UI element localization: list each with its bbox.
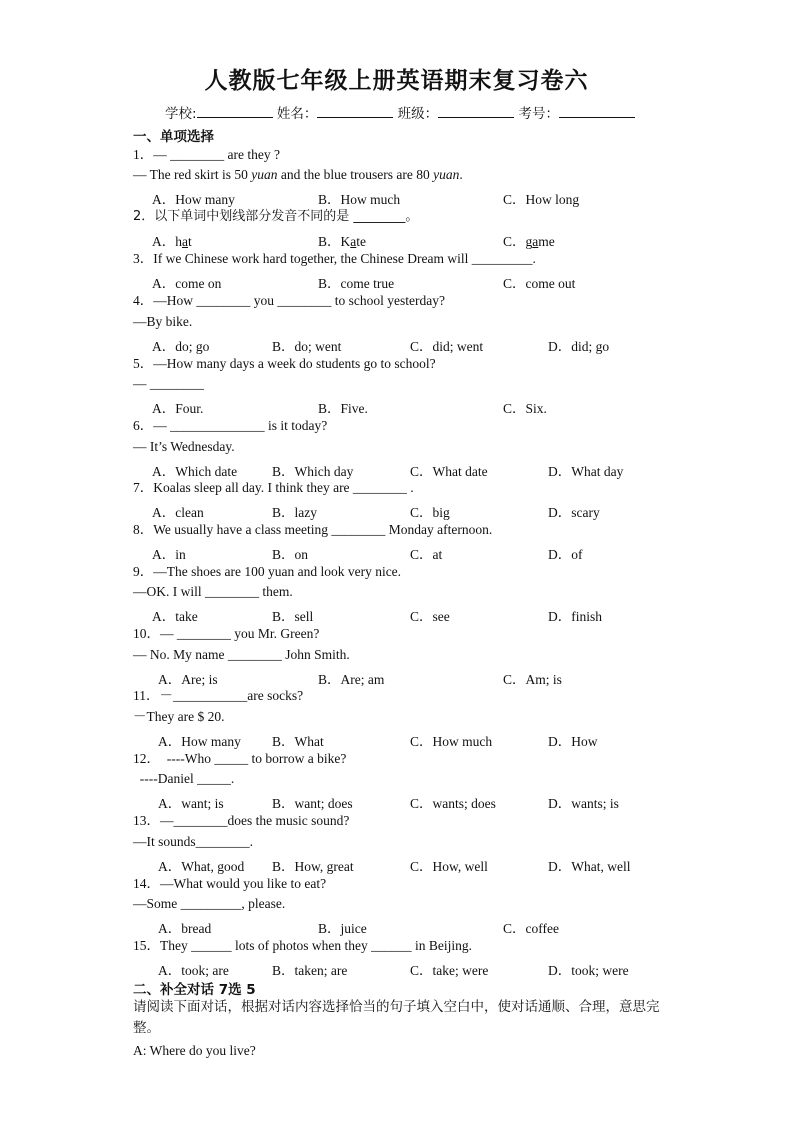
name-blank[interactable] (317, 104, 393, 118)
question-12-option-c[interactable]: C．wants; does (410, 796, 496, 811)
question-10-option-c[interactable]: C．Am; is (503, 672, 562, 687)
section-heading-2: 二、补全对话 7选 5 (133, 982, 256, 998)
question-11-stem: 11．－___________are socks? (133, 688, 304, 703)
question-2-stem: 2．以下单词中划线部分发音不同的是 ________。 (133, 209, 419, 224)
school-label: 学校: (165, 106, 197, 122)
number-label: 考号： (518, 106, 559, 122)
question-12-option-d[interactable]: D．wants; is (548, 796, 619, 811)
class-label: 班级： (397, 106, 439, 122)
question-3-option-b[interactable]: B．come true (318, 276, 395, 291)
question-5-stem: 5．—How many days a week do students go to school? (133, 356, 436, 371)
question-10-option-a[interactable]: A．Are; is (158, 672, 218, 687)
question-9-option-a[interactable]: A．take (152, 609, 198, 624)
question-15-option-b[interactable]: B．taken; are (272, 963, 348, 978)
question-3-option-a[interactable]: A．come on (152, 276, 222, 291)
question-7-stem: 7．Koalas sleep all day. I think they are ________ . (133, 480, 414, 495)
question-14-line2: —Some _________, please. (133, 896, 286, 911)
question-4-option-c[interactable]: C．did; went (410, 339, 484, 354)
question-10-option-b[interactable]: B．Are; am (318, 672, 385, 687)
question-9-stem: 9．—The shoes are 100 yuan and look very nice. (133, 564, 402, 579)
question-15-option-d[interactable]: D．took; were (548, 963, 629, 978)
question-6-option-c[interactable]: C．What date (410, 464, 488, 479)
question-8-stem: 8．We usually have a class meeting ________ Monday afternoon. (133, 522, 493, 537)
question-7-option-b[interactable]: B．lazy (272, 505, 317, 520)
question-10-line2: — No. My name ________ John Smith. (133, 647, 350, 662)
question-2-option-b[interactable]: B．Kate (318, 234, 367, 249)
question-15-option-a[interactable]: A．took; are (158, 963, 229, 978)
question-14-option-c[interactable]: C．coffee (503, 921, 559, 936)
question-6-option-b[interactable]: B．Which day (272, 464, 354, 479)
question-9-line2: —OK. I will ________ them. (133, 584, 293, 599)
dialog-line-1: A: Where do you live? (133, 1043, 256, 1058)
question-11-option-c[interactable]: C．How much (410, 734, 493, 749)
question-7-option-c[interactable]: C．big (410, 505, 450, 520)
question-1-stem: 1．— ________ are they ? (133, 147, 280, 162)
question-2-option-c[interactable]: C．game (503, 234, 555, 249)
question-3-option-c[interactable]: C．come out (503, 276, 576, 291)
question-14-option-b[interactable]: B．juice (318, 921, 367, 936)
question-11-option-b[interactable]: B．What (272, 734, 324, 749)
question-4-option-a[interactable]: A．do; go (152, 339, 210, 354)
page-title: 人教版七年级上册英语期末复习卷六 (204, 68, 589, 94)
class-blank[interactable] (438, 104, 514, 118)
question-13-option-b[interactable]: B．How, great (272, 859, 354, 874)
question-8-option-a[interactable]: A．in (152, 547, 186, 562)
question-12-option-b[interactable]: B．want; does (272, 796, 353, 811)
school-blank[interactable] (197, 104, 273, 118)
question-15-stem: 15．They ______ lots of photos when they ______ in Beijing. (133, 938, 472, 953)
question-5-option-a[interactable]: A．Four. (152, 401, 204, 416)
number-blank[interactable] (559, 104, 635, 118)
section-2-instruction: 请阅读下面对话，根据对话内容选择恰当的句子填入空白中，使对话通顺、合理，意思完整。 (133, 999, 660, 1036)
question-13-option-a[interactable]: A．What, good (158, 859, 245, 874)
question-7-option-d[interactable]: D．scary (548, 505, 600, 520)
question-8-option-b[interactable]: B．on (272, 547, 309, 562)
question-9-option-c[interactable]: C．see (410, 609, 450, 624)
question-13-option-d[interactable]: D．What, well (548, 859, 631, 874)
question-14-option-a[interactable]: A．bread (158, 921, 212, 936)
question-5-option-c[interactable]: C．Six. (503, 401, 547, 416)
name-label: 姓名： (276, 106, 318, 122)
question-6-option-d[interactable]: D．What day (548, 464, 624, 479)
question-15-option-c[interactable]: C．take; were (410, 963, 489, 978)
question-7-option-a[interactable]: A．clean (152, 505, 204, 520)
question-12-line2: ----Daniel _____. (133, 771, 235, 786)
student-info-row (165, 102, 635, 122)
question-1-option-c[interactable]: C．How long (503, 192, 580, 207)
question-13-stem: 13．—________does the music sound? (133, 813, 350, 828)
question-1-line2: — The red skirt is 50 yuan and the blue trousers are 80 yuan. (133, 167, 463, 182)
question-6-option-a[interactable]: A．Which date (152, 464, 238, 479)
question-12-stem: 12． ----Who _____ to borrow a bike? (133, 751, 347, 766)
question-11-line2: －They are $ 20. (133, 709, 225, 724)
question-6-stem: 6．— ______________ is it today? (133, 418, 328, 433)
question-14-stem: 14．—What would you like to eat? (133, 876, 327, 891)
question-4-stem: 4．—How ________ you ________ to school yesterday? (133, 293, 445, 308)
question-6-line2: — It’s Wednesday. (133, 439, 235, 454)
question-5-option-b[interactable]: B．Five. (318, 401, 368, 416)
question-1-option-a[interactable]: A．How many (152, 192, 235, 207)
question-5-line2: — ________ (133, 376, 204, 391)
question-3-stem: 3．If we Chinese work hard together, the Chinese Dream will _________. (133, 251, 536, 266)
question-13-option-c[interactable]: C．How, well (410, 859, 488, 874)
question-9-option-b[interactable]: B．sell (272, 609, 314, 624)
question-11-option-d[interactable]: D．How (548, 734, 598, 749)
question-4-line2: —By bike. (133, 314, 193, 329)
question-11-option-a[interactable]: A．How many (158, 734, 241, 749)
question-4-option-d[interactable]: D．did; go (548, 339, 610, 354)
question-8-option-d[interactable]: D．of (548, 547, 583, 562)
question-4-option-b[interactable]: B．do; went (272, 339, 342, 354)
question-9-option-d[interactable]: D．finish (548, 609, 602, 624)
question-10-stem: 10．— ________ you Mr. Green? (133, 626, 320, 641)
question-2-option-a[interactable]: A．hat (152, 234, 192, 249)
question-1-option-b[interactable]: B．How much (318, 192, 401, 207)
question-12-option-a[interactable]: A．want; is (158, 796, 224, 811)
question-8-option-c[interactable]: C．at (410, 547, 443, 562)
section-heading-1: 一、单项选择 (133, 129, 214, 145)
question-13-line2: —It sounds________. (133, 834, 254, 849)
